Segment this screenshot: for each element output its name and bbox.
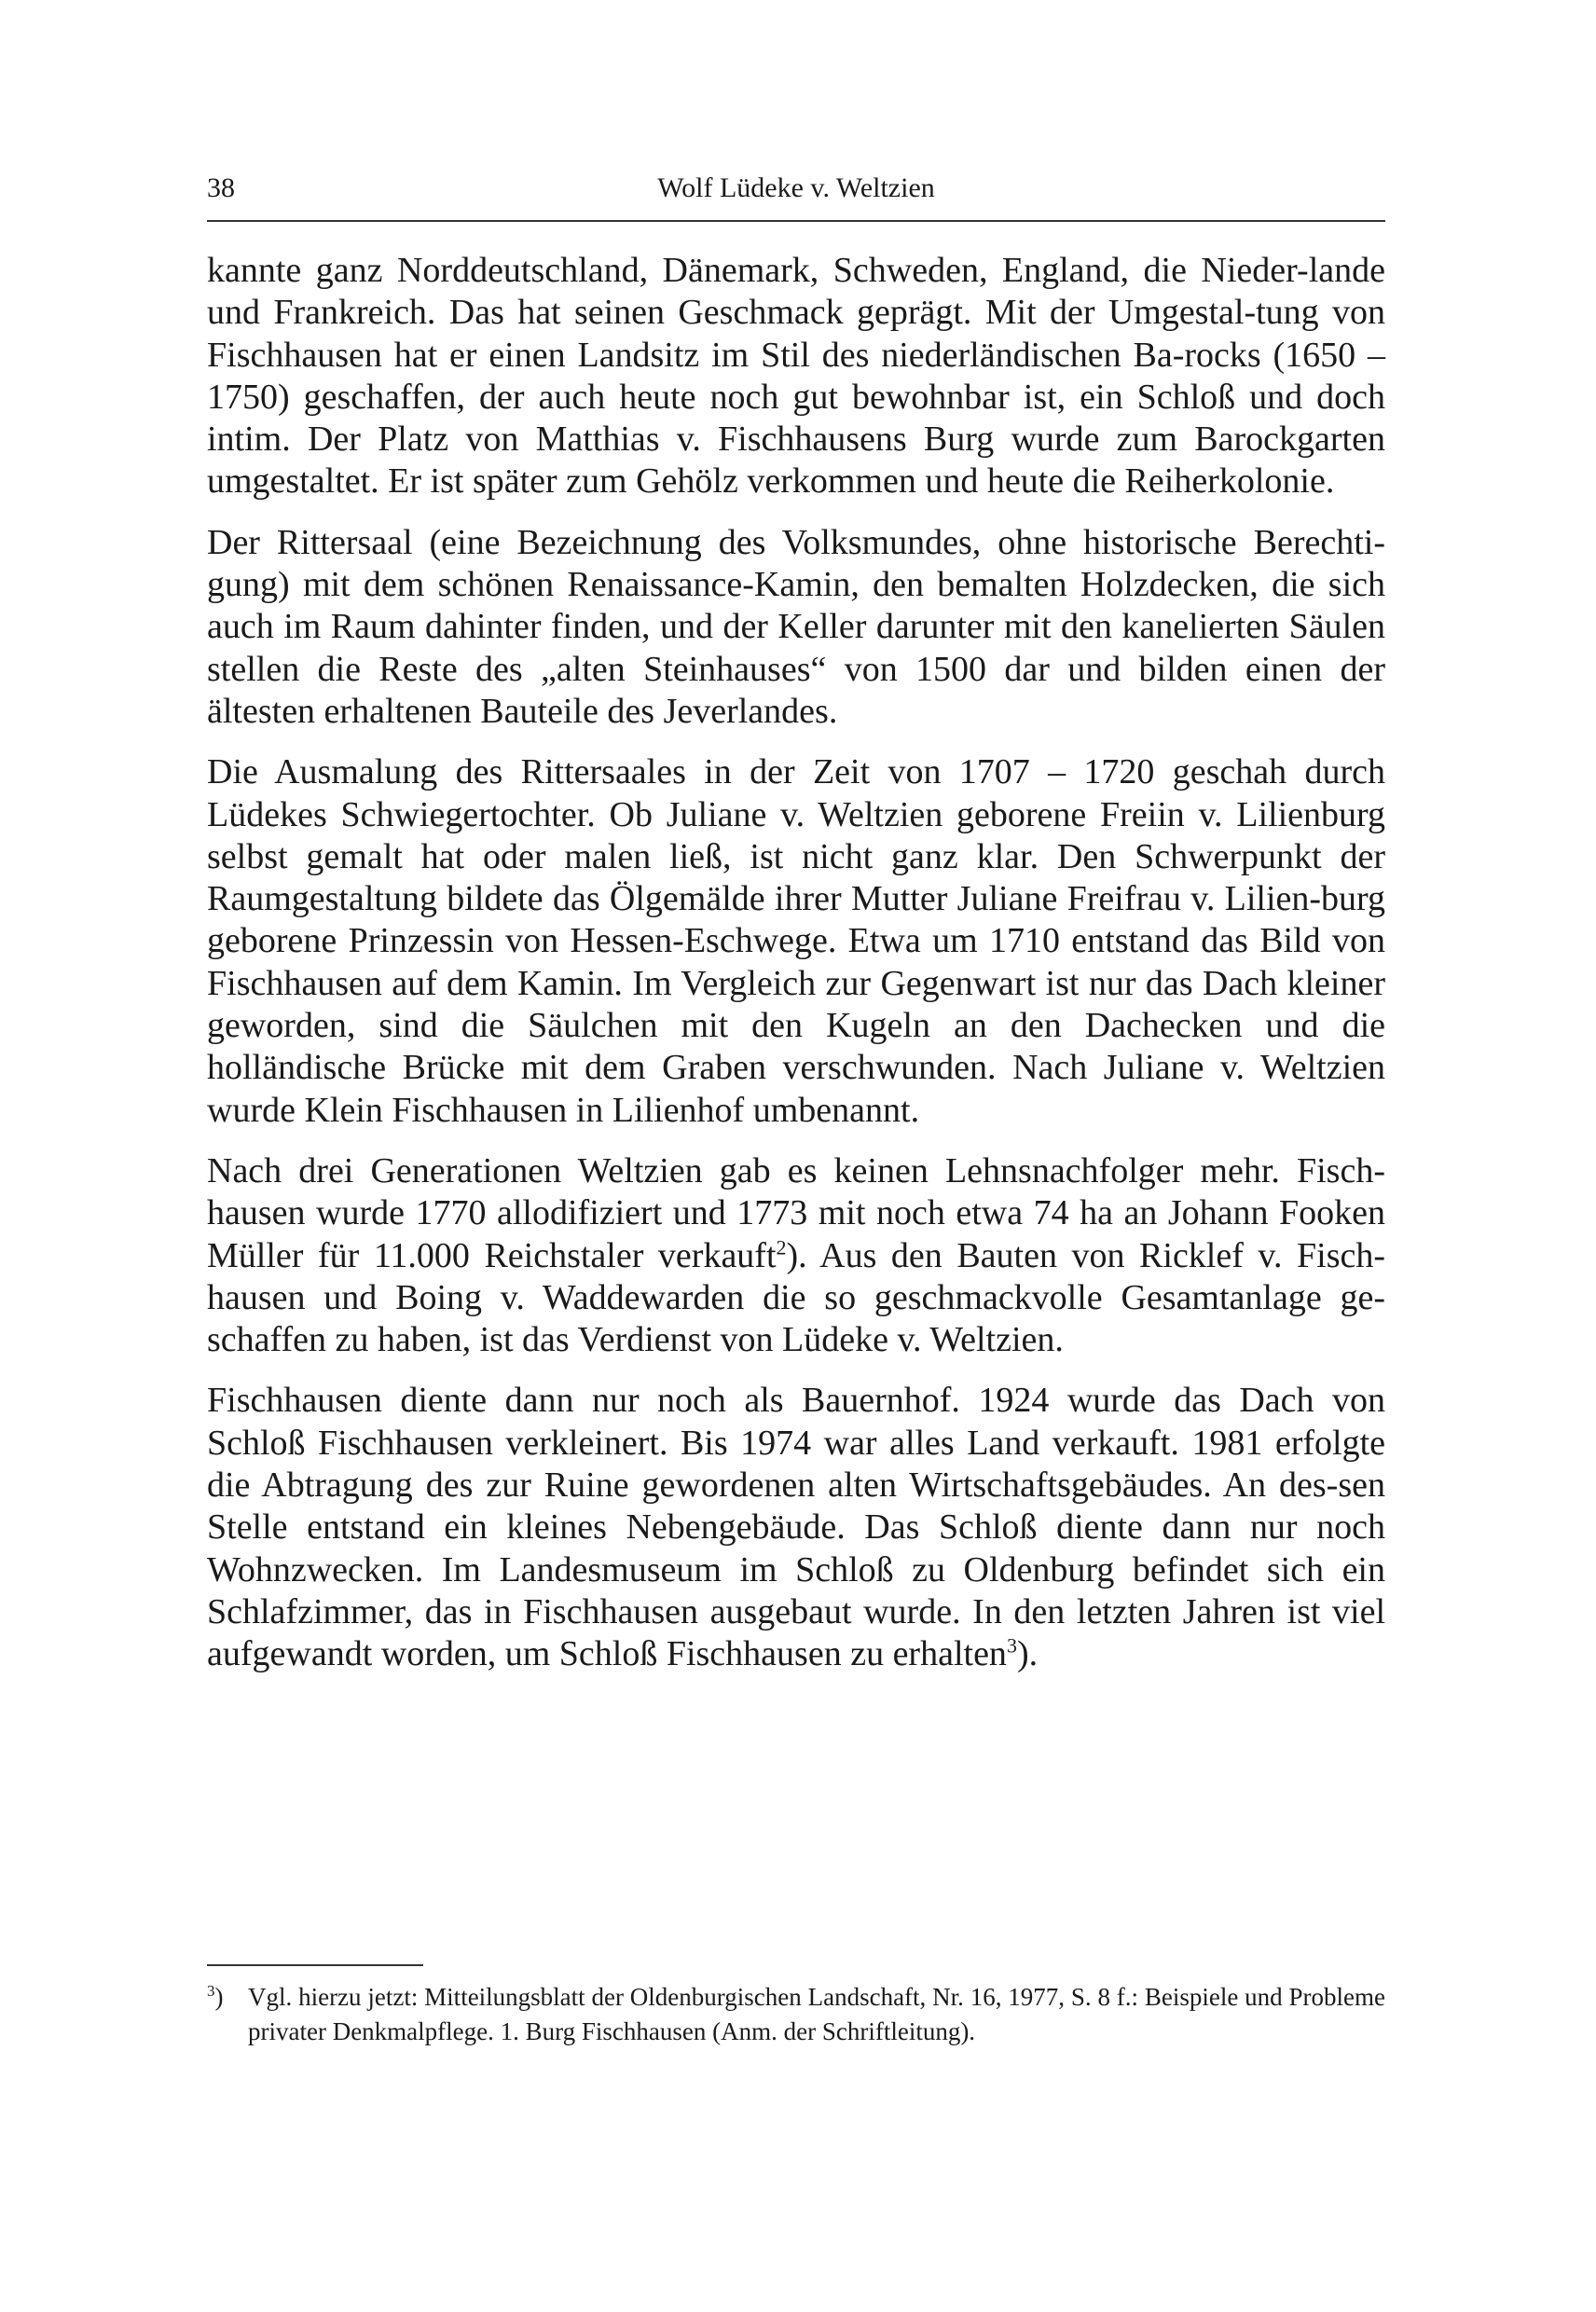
footnote (207, 1980, 1385, 2049)
footnote-text: Vgl. hierzu jetzt: Mitteilungsblatt der Oldenburgischen Landschaft, Nr. 16, 1977, S. 8 f.: Beispiele und Probleme privater Denkmalpflege. 1. Burg Fischhausen (Anm. der Schriftleitung). (248, 1983, 1385, 2045)
footnote-marker-paren: ) (214, 1983, 224, 2011)
paragraph-5-text: Fischhausen diente dann nur noch als Bauernhof. 1924 wurde das Dach von Schloß Fischhausen verkleinert. Bis 1974 war alles Land verkauft. 1981 erfolgte die Abtragung des zur Ruine gewordenen alten Wirtschaftsgebäudes. An des-sen Stelle entstand ein kleines Nebengebäude. Das Schloß diente dann nur noch Wohnzwecken. Im Landesmuseum im Schloß zu Oldenburg befindet sich ein Schlafzimmer, das in Fischhausen ausgebaut wurde. In den letzten Jahren ist viel aufgewandt worden, um Schloß Fischhausen zu erhalten (207, 1381, 1385, 1674)
footnote-marker-number: 3 (207, 1982, 215, 2000)
page-number: 38 (207, 172, 235, 203)
paragraph-4-text: Nach drei Generationen Weltzien gab es keinen Lehnsnachfolger mehr. Fisch-hausen wurde 1770 allodifiziert und 1773 mit noch etwa 74 ha an Johann Fooken Müller für 11.000 Reichstaler verkauft (207, 1150, 1385, 1275)
document-page (207, 0, 1385, 2312)
footnote-reference-3: 3 (1006, 1633, 1017, 1658)
paragraph-4-text-cont: ). Aus den Bauten von Ricklef v. Fisch-hausen und Boing v. Waddewarden die so geschmackvolle Gesamtanlage ge-schaffen zu haben, ist das Verdienst von Lüdeke v. Weltzien. (207, 1235, 1385, 1360)
paragraph-4 (207, 1150, 1385, 1361)
footnote-marker (207, 1980, 224, 2015)
header-rule (207, 220, 1385, 222)
footnote-rule (207, 1964, 423, 1966)
paragraph-3: Die Ausmalung des Rittersaales in der Zeit von 1707 – 1720 geschah durch Lüdekes Schwiegertochter. Ob Juliane v. Weltzien geborene Freiin v. Lilienburg selbst gemalt hat oder malen ließ, ist nicht ganz klar. Den Schwerpunkt der Raumgestaltung bildete das Ölgemälde ihrer Mutter Juliane Freifrau v. Lilien-burg geborene Prinzessin von Hessen-Eschwege. Etwa um 1710 entstand das Bild von Fischhausen auf dem Kamin. Im Vergleich zur Gegenwart ist nur das Dach kleiner geworden, sind die Säulchen mit den Kugeln an den Dachecken und die holländische Brücke mit dem Graben verschwunden. Nach Juliane v. Weltzien wurde Klein Fischhausen in Lilienhof umbenannt. (207, 752, 1385, 1130)
paragraph-5 (207, 1380, 1385, 1675)
paragraph-5-text-cont: ). (1016, 1634, 1039, 1674)
running-head (207, 168, 1385, 209)
running-title: Wolf Lüdeke v. Weltzien (657, 172, 935, 203)
footnote-reference-2: 2 (776, 1234, 787, 1259)
paragraph-2: Der Rittersaal (eine Bezeichnung des Volksmundes, ohne historische Berechti-gung) mit dem schönen Renaissance-Kamin, den bemalten Holzdecken, die sich auch im Raum dahinter finden, und der Keller darunter mit den kanelierten Säulen stellen die Reste des „alten Steinhauses“ von 1500 dar und bilden einen der ältesten erhaltenen Bauteile des Jeverlandes. (207, 522, 1385, 731)
paragraph-1: kannte ganz Norddeutschland, Dänemark, Schweden, England, die Nieder-lande und Frankreich. Das hat seinen Geschmack geprägt. Mit der Umgestal-tung von Fischhausen hat er einen Landsitz im Stil des niederländischen Ba-rocks (1650 – 1750) geschaffen, der auch heute noch gut bewohnbar ist, ein Schloß und doch intim. Der Platz von Matthias v. Fischhausens Burg wurde zum Barockgarten umgestaltet. Er ist später zum Gehölz verkommen und heute die Reiherkolonie. (207, 251, 1385, 502)
body-text (207, 250, 1385, 1695)
